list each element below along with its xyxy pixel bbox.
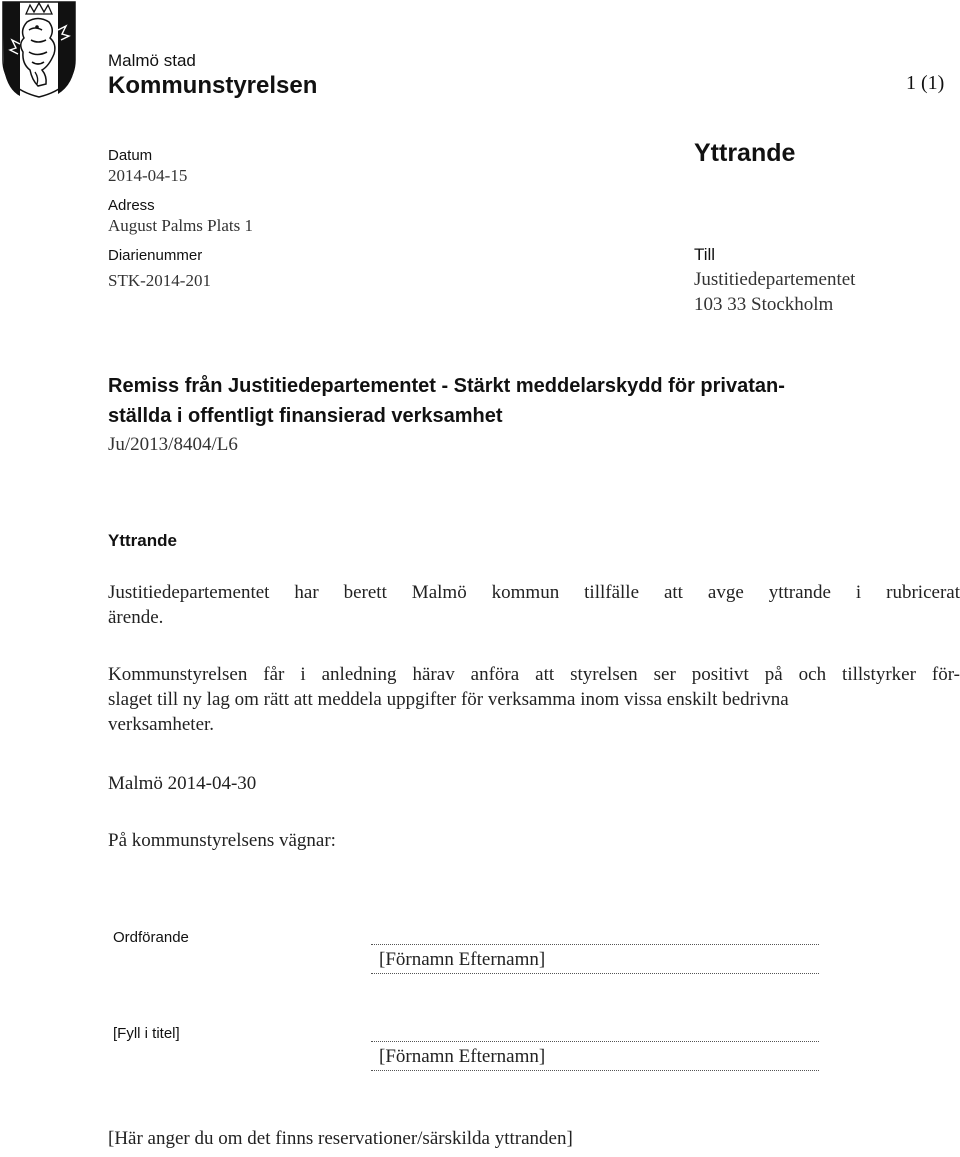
diary-number-label: Diarienummer bbox=[108, 247, 203, 264]
paragraph-line: verksamheter. bbox=[108, 714, 215, 735]
signature-name: [Förnamn Efternamn] bbox=[379, 1046, 546, 1067]
divider bbox=[371, 973, 819, 974]
reference-number: Ju/2013/8404/L6 bbox=[108, 434, 238, 455]
recipient-address: 103 33 Stockholm bbox=[694, 294, 834, 315]
body-paragraph bbox=[108, 662, 960, 737]
signature-role: Ordförande bbox=[113, 929, 189, 946]
document-type: Yttrande bbox=[694, 139, 796, 167]
paragraph-line: ärende. bbox=[108, 607, 164, 628]
place-and-date: Malmö 2014-04-30 bbox=[108, 773, 257, 794]
subject-line: Remiss från Justitiedepartementet - Stärkt meddelarskydd för privatan- bbox=[108, 375, 785, 397]
signature-line bbox=[371, 944, 819, 945]
address-label: Adress bbox=[108, 197, 155, 214]
malmo-coat-of-arms-icon bbox=[2, 0, 76, 98]
section-heading: Yttrande bbox=[108, 531, 177, 550]
recipient-name: Justitiedepartementet bbox=[694, 269, 856, 290]
date-value: 2014-04-15 bbox=[108, 166, 188, 185]
signature-name: [Förnamn Efternamn] bbox=[379, 949, 546, 970]
paragraph-line: Justitiedepartementet har berett Malmö kommun tillfälle att avge yttrande i rubricerat bbox=[108, 582, 960, 603]
on-behalf-of: På kommunstyrelsens vägnar: bbox=[108, 830, 336, 851]
signature-line bbox=[371, 1041, 819, 1042]
subject-line: ställda i offentligt finansierad verksamhet bbox=[108, 405, 503, 427]
address-value: August Palms Plats 1 bbox=[108, 216, 253, 235]
paragraph-line: slaget till ny lag om rätt att meddela uppgifter för verksamma inom vissa enskilt bedrivna bbox=[108, 689, 789, 710]
date-label: Datum bbox=[108, 147, 153, 164]
diary-number-value: STK-2014-201 bbox=[108, 271, 211, 290]
paragraph-line: Kommunstyrelsen får i anledning härav anföra att styrelsen ser positivt på och tillstyrker för- bbox=[108, 664, 960, 685]
signature-role: [Fyll i titel] bbox=[113, 1025, 180, 1042]
divider bbox=[371, 1070, 819, 1071]
reservation-note: [Här anger du om det finns reservationer/särskilda yttranden] bbox=[108, 1128, 573, 1149]
recipient-label: Till bbox=[694, 245, 716, 264]
page-number: 1 (1) bbox=[906, 72, 945, 94]
organization-unit: Kommunstyrelsen bbox=[108, 72, 318, 99]
organization-name: Malmö stad bbox=[108, 51, 196, 70]
body-paragraph bbox=[108, 580, 960, 630]
